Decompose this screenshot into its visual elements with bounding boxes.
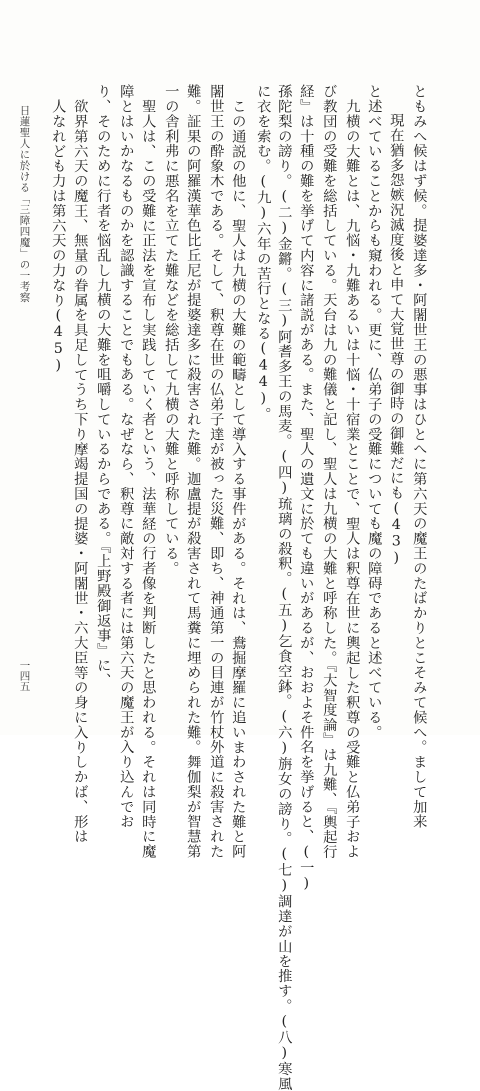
text-column: 孫陀梨の謗り。(二)金鏘。(三)阿耆多王の馬麦。(四)琉璃の殺釈。(五)乞食空鉢。(六)旃女の謗り。(七)調達が山を推す。(八)寒風: [276, 84, 293, 1091]
text-column: 難。証果の阿羅漢華色比丘尼が提婆達多に殺害された難。迦盧提が殺害されて馬糞に埋められた難。舞伽梨が智慧第: [185, 84, 202, 859]
text-column: 欲界第六天の魔王、無量の眷属を具足してうち下り摩竭提国の提婆・阿闍世・六大臣等の身に入りしかば、形は: [72, 99, 89, 844]
text-column: び教団の受難を総括している。天台は九の難儀と記し、聖人は九横の大難と呼称した。『大智度論』は九難、『輿起行: [321, 84, 338, 860]
text-column: り、そのために行者を悩乱し九横の大難を咀嚼しているからである。『上野殿御返事』に、: [95, 84, 112, 688]
text-column: 一の舎利弗に悪名を立てた難などを総括して九横の大難と呼称している。: [163, 84, 180, 576]
text-column: 人なれども力は第六天の力なり(45): [50, 99, 67, 374]
text-column: 闍世王の酔象木である。そして、釈尊在世の仏弟子達が被った災難、即ち、神通第一の目連が竹杖外道に殺害された: [208, 84, 225, 859]
text-column: 経』は十種の難を挙げて内容に諸説がある。また、聖人の遺文に於ても違いがあるが、おおよそ件名を挙げると、(一): [298, 84, 315, 892]
text-column: この通説の他に、聖人は九横の大難の範疇として導入する事件がある。それは、鴦掘摩羅に追いまわされた難と阿: [230, 99, 247, 859]
text-column: に衣を索む。(九)六年の苦行となる(44)。: [255, 84, 272, 422]
text-column: と述べていることからも窺われる。更に、仏弟子の受難についても魔の障碍であると述べている。: [366, 84, 383, 740]
running-head: 日蓮聖人に於ける「三障四魔」の一考察: [18, 105, 31, 303]
text-column: 現在猶多怨嫉況滅度後と申て大覚世尊の御時の御難だにも(43): [388, 113, 405, 567]
text-column: 障とはいかなるものかを認識することでもある。なぜなら、釈尊に敵対する者には第六天の魔王が入り込んでお: [118, 84, 135, 829]
text-column: ともみへ候はず候。提婆達多・阿闍世王の悪事はひとへに第六天の魔王のたばかりとこそみて候へ。まして加来: [411, 84, 428, 829]
page-number: 一四五: [18, 660, 31, 692]
text-column: 聖人は、この受難に正法を宣布し実践していく者という、法華経の行者像を判断したと思われる。それは同時に魔: [140, 99, 157, 859]
text-column: 九横の大難とは、九悩・九難あるいは十悩・十宿業とことで、聖人は釈尊在世に輿起した釈尊の受難と仏弟子およ: [344, 99, 361, 859]
